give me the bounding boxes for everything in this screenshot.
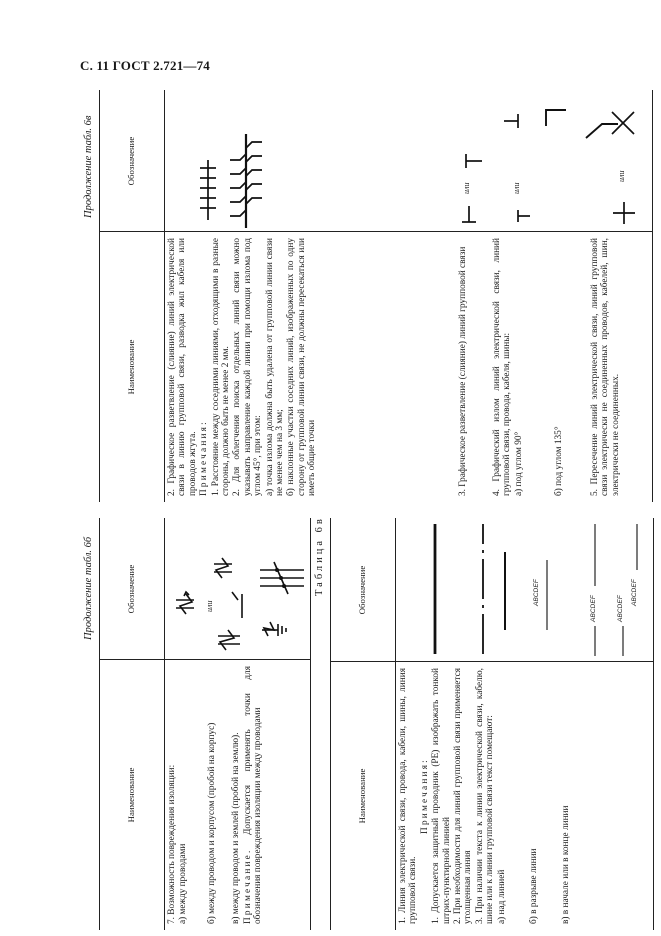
rotated-content xyxy=(82,90,657,930)
item-a: а) над линией xyxy=(496,869,507,924)
caption-table-6v-cont: Продолжение табл. 6в xyxy=(83,115,94,218)
notes-title: Примечания: xyxy=(419,758,430,834)
note-2: 2. Для облегчения поиска отдельных линий связи можно указывать направление каждой линии при помощи излома под углом 45°, при этом: xyxy=(232,238,264,496)
row-electrical-link xyxy=(398,668,573,924)
header-symbol: Обозначение xyxy=(357,565,368,615)
label-above: ABCDEF xyxy=(533,579,540,606)
item-b: б) между проводом и корпусом (пробой на корпус) xyxy=(206,722,217,924)
note-1: 1. Расстояние между соседними линиями, отходящими в разные стороны, должно быть не менее 2 мм. xyxy=(210,238,232,496)
row-group-branching xyxy=(458,238,469,496)
item-b: б) в разрыве линии xyxy=(529,848,540,924)
row-crossing xyxy=(590,238,622,496)
table-6v xyxy=(330,518,654,930)
line-types-icon xyxy=(397,518,651,660)
branching-icon xyxy=(166,90,650,230)
row-title: 3. Графическое разветвление (слияние) линий групповой связи xyxy=(458,246,468,496)
row-insulation-damage xyxy=(167,666,264,924)
header-name: Наименование xyxy=(126,339,137,395)
row-title: 5. Пересечение линий электрической связи, линий групповой связи электрически не соединенных проводов, кабелей, шин, электрически не соединенных. xyxy=(590,238,621,496)
header-name: Наименование xyxy=(126,767,137,823)
row-title: 7. Возможность повреждения изоляции: xyxy=(167,764,177,924)
label-end: ABCDEF xyxy=(631,579,638,606)
table-6v-continued xyxy=(99,90,653,502)
note-2: 2. При необходимости для линий групповой связи применяется утолщенная линия xyxy=(453,668,474,924)
item-a: а) под углом 90° xyxy=(513,431,524,496)
branching-symbols xyxy=(166,90,650,230)
or-label-2: или xyxy=(512,182,521,194)
note-3: 3. При наличии текста к линии электрической связи, кабелю, шине или к линии групповой связи текст помещают: xyxy=(474,668,496,924)
caption-table-6b: Продолжение табл. 6б xyxy=(83,536,94,640)
table-6v-header xyxy=(331,518,396,930)
row-title: 4. Графический излом линий электрической связи, линий групповой связи, провода, кабеля, шины: xyxy=(492,238,513,496)
table-6b-header xyxy=(100,518,165,930)
insulation-damage-icon xyxy=(166,518,308,658)
or-label: или xyxy=(205,600,214,612)
header-symbol: Обозначение xyxy=(126,564,137,614)
or-label-3: или xyxy=(617,170,626,182)
table-6b xyxy=(99,518,311,930)
note: Примечание. Допускается применять точки для обозначения повреждения изоляции между проводами xyxy=(242,666,264,924)
item-b: б) под углом 135° xyxy=(554,426,565,496)
note-1: 1. Допускается защитный проводник (PE) изображать тонкой штрих-пунктирной линией xyxy=(431,668,452,924)
caption-table-6v: Таблица 6в xyxy=(314,516,325,596)
item-v: в) между проводом и землей (пробой на землю). xyxy=(231,732,242,924)
item-a: а) между проводами xyxy=(178,843,189,924)
header-symbol: Обозначение xyxy=(126,136,137,186)
row-title: 1. Линия электрической связи, провода, кабели, шины, линия групповой связи. xyxy=(398,668,419,924)
line-symbols xyxy=(397,518,651,660)
item-v: в) в начале или в конце линии xyxy=(561,805,572,924)
note-2b: б) наклонные участки соседних линий, изображенных по одну сторону от групповой линии связи, не должны пересекаться или иметь общие точки xyxy=(286,238,318,496)
row-branching xyxy=(167,238,319,496)
row-title: 2. Графическое разветвление (слияние) линий электрической связи в линию групповой связи, разводка жил кабеля или проводов жгута. xyxy=(167,238,198,496)
or-label-1: или xyxy=(462,182,471,194)
notes-title: Примечания: xyxy=(199,420,210,496)
page-title: С. 11 ГОСТ 2.721—74 xyxy=(80,58,210,73)
table-header xyxy=(100,90,165,502)
row-bend xyxy=(492,238,566,496)
label-break: ABCDEF xyxy=(590,595,597,622)
label-start: ABCDEF xyxy=(617,595,624,622)
insulation-damage-symbols xyxy=(166,518,308,658)
note-2a: а) точка излома должна быть удалена от групповой линии связи не менее чем на 3 мм; xyxy=(264,238,286,496)
header-name: Наименование xyxy=(357,768,368,824)
